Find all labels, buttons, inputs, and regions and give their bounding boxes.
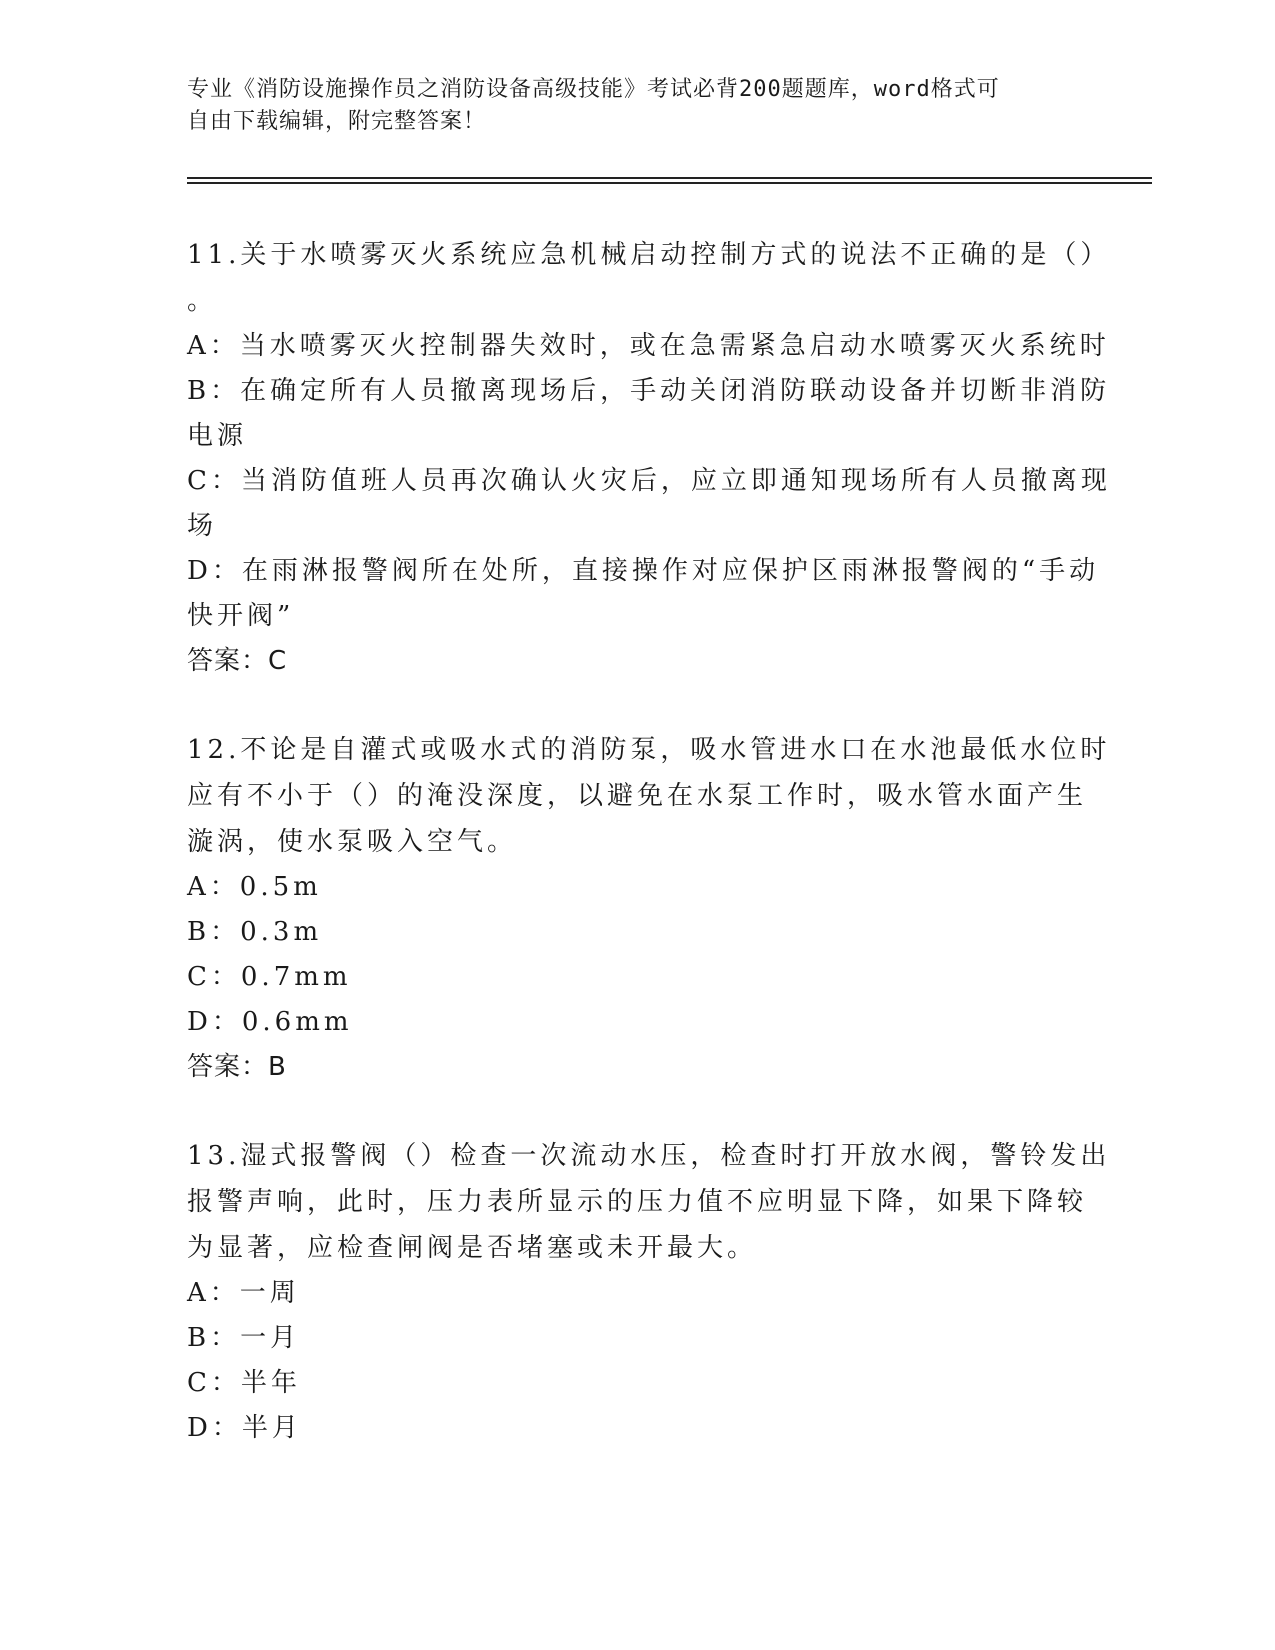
- option-b: B：一月: [187, 1323, 301, 1353]
- question-stem-line: 漩涡，使水泵吸入空气。: [187, 827, 518, 857]
- question-12: [187, 727, 1111, 1089]
- option-c: C：当消防值班人员再次确认火灾后，应立即通知现场所有人员撤离现: [187, 466, 1111, 496]
- option-b-continued: 电源: [187, 421, 248, 451]
- question-stem-line: 12.不论是自灌式或吸水式的消防泵，吸水管进水口在水池最低水位时: [187, 735, 1111, 765]
- option-a: A：一周: [187, 1278, 300, 1308]
- document-header: [187, 74, 1067, 138]
- header-line-1: 专业《消防设施操作员之消防设备高级技能》考试必背200题题库，word格式可: [187, 77, 1000, 102]
- question-list: [187, 232, 1111, 1451]
- question-11: [187, 232, 1111, 683]
- question-13: [187, 1133, 1111, 1451]
- question-stem-line: 应有不小于（）的淹没深度，以避免在水泵工作时，吸水管水面产生: [187, 781, 1088, 811]
- option-b: B：0.3m: [187, 917, 323, 947]
- question-stem-line: 。: [187, 286, 218, 316]
- option-a: A：0.5m: [187, 872, 322, 902]
- answer-label: 答案：C: [187, 646, 288, 676]
- question-stem-line: 13.湿式报警阀（）检查一次流动水压，检查时打开放水阀，警铃发出: [187, 1141, 1111, 1171]
- question-stem-line: 报警声响，此时，压力表所显示的压力值不应明显下降，如果下降较: [187, 1187, 1088, 1217]
- option-c: C：半年: [187, 1368, 301, 1398]
- option-c: C：0.7mm: [187, 962, 352, 992]
- option-d: D：半月: [187, 1413, 302, 1443]
- question-stem-line: 11.关于水喷雾灭火系统应急机械启动控制方式的说法不正确的是（）: [187, 240, 1111, 270]
- option-d: D：在雨淋报警阀所在处所，直接操作对应保护区雨淋报警阀的“手动: [187, 556, 1100, 586]
- option-a: A：当水喷雾灭火控制器失效时，或在急需紧急启动水喷雾灭火系统时: [187, 331, 1110, 361]
- option-d: D：0.6mm: [187, 1007, 353, 1037]
- header-divider-top: [187, 177, 1152, 179]
- header-divider-bottom: [187, 182, 1152, 184]
- question-spacer: [187, 1089, 1077, 1133]
- question-stem-line: 为显著，应检查闸阀是否堵塞或未开最大。: [187, 1233, 758, 1263]
- option-d-continued: 快开阀”: [187, 601, 295, 631]
- option-b: B：在确定所有人员撤离现场后，手动关闭消防联动设备并切断非消防: [187, 376, 1111, 406]
- header-line-2: 自由下载编辑，附完整答案！: [187, 109, 487, 134]
- answer-label: 答案：B: [187, 1052, 287, 1082]
- option-c-continued: 场: [187, 511, 218, 541]
- question-spacer: [187, 683, 1077, 727]
